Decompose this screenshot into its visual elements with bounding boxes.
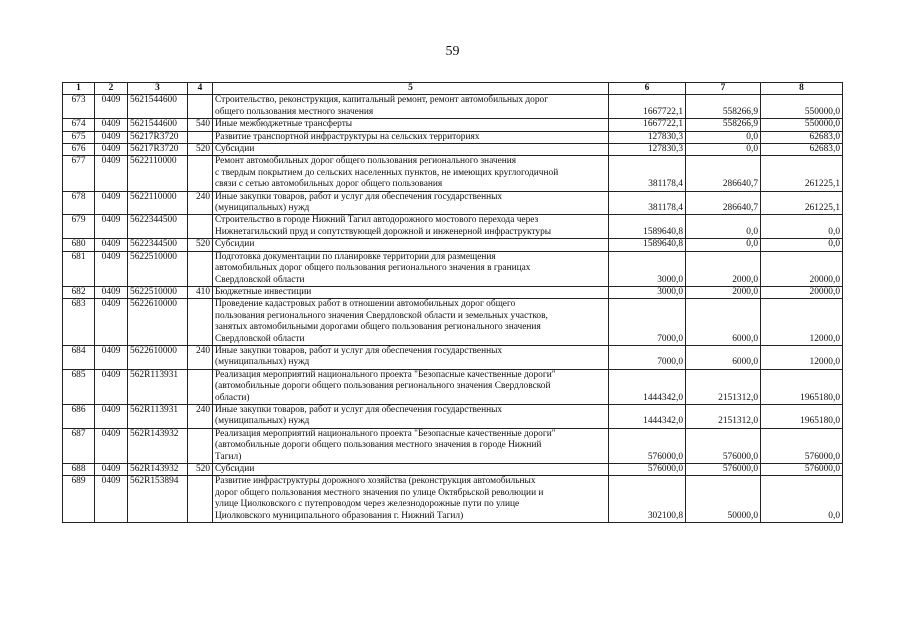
amount-col-8: 1965180,0 <box>761 369 843 404</box>
expense-type <box>188 215 213 239</box>
amount-col-6: 127830,3 <box>609 144 686 156</box>
amount-col-8: 261225,1 <box>761 191 843 215</box>
amount-col-7: 558266,9 <box>686 95 761 119</box>
target-code: 5622610000 <box>128 299 188 346</box>
table-row <box>63 251 843 286</box>
row-number: 682 <box>63 286 95 298</box>
description-line: улице Циолковского с путепроводом через железнодорожные пути по улице <box>215 499 520 510</box>
expense-type <box>188 95 213 119</box>
amount-col-8: 62683,0 <box>761 144 843 156</box>
row-number: 676 <box>63 144 95 156</box>
description-line: (автомобильные дороги общего пользования местного значения в городе Нижний <box>215 440 542 451</box>
table-row <box>63 464 843 476</box>
description-line: Строительство, реконструкция, капитальный ремонт, ремонт автомобильных дорог <box>215 95 549 106</box>
table-row <box>63 476 843 523</box>
expense-type: 520 <box>188 239 213 251</box>
expense-type: 240 <box>188 345 213 369</box>
description <box>213 215 609 239</box>
amount-col-8: 576000,0 <box>761 428 843 463</box>
amount-col-8: 12000,0 <box>761 345 843 369</box>
amount-col-6: 1667722,1 <box>609 119 686 131</box>
description-line: Бюджетные инвестиции <box>215 286 312 297</box>
table-row <box>63 156 843 191</box>
target-code: 562R143932 <box>128 428 188 463</box>
table-row <box>63 239 843 251</box>
section-code: 0409 <box>95 131 128 143</box>
description <box>213 156 609 191</box>
section-code: 0409 <box>95 215 128 239</box>
header-cell: 5 <box>213 83 609 95</box>
table-row <box>63 299 843 346</box>
description-line: Развитие инфраструктуры дорожного хозяйства (реконструкция автомобильных <box>215 476 536 487</box>
description-line: (муниципальных) нужд <box>215 416 310 427</box>
section-code: 0409 <box>95 369 128 404</box>
expense-type: 520 <box>188 144 213 156</box>
section-code: 0409 <box>95 345 128 369</box>
amount-col-8: 0,0 <box>761 239 843 251</box>
section-code: 0409 <box>95 404 128 428</box>
section-code: 0409 <box>95 239 128 251</box>
page-number: 59 <box>445 44 460 59</box>
amount-col-6: 1444342,0 <box>609 369 686 404</box>
header-cell: 7 <box>686 83 761 95</box>
table-row <box>63 345 843 369</box>
amount-col-8: 0,0 <box>761 476 843 523</box>
description <box>213 95 609 119</box>
amount-col-7: 558266,9 <box>686 119 761 131</box>
description-line: Иные межбюджетные трансферты <box>215 119 353 130</box>
description <box>213 131 609 143</box>
description-line: (муниципальных) нужд <box>215 203 310 214</box>
amount-col-6: 3000,0 <box>609 251 686 286</box>
expense-type: 520 <box>188 464 213 476</box>
target-code: 5622344500 <box>128 215 188 239</box>
row-number: 680 <box>63 239 95 251</box>
description-line: (муниципальных) нужд <box>215 357 310 368</box>
row-number: 675 <box>63 131 95 143</box>
target-code: 5622510000 <box>128 251 188 286</box>
description-line: автомобильных дорог общего пользования регионального значения в границах <box>215 263 531 274</box>
amount-col-6: 1589640,8 <box>609 215 686 239</box>
header-cell: 6 <box>609 83 686 95</box>
description-line: Строительство в городе Нижний Тагил автодорожного мостового перехода через <box>215 215 539 226</box>
description-line: с твердым покрытием до сельских населенных пунктов, не имеющих круглогодичной <box>215 167 559 178</box>
amount-col-7: 2151312,0 <box>686 404 761 428</box>
description <box>213 239 609 251</box>
target-code: 5622510000 <box>128 286 188 298</box>
amount-col-6: 576000,0 <box>609 464 686 476</box>
target-code: 562R143932 <box>128 464 188 476</box>
amount-col-8: 0,0 <box>761 215 843 239</box>
amount-col-6: 127830,3 <box>609 131 686 143</box>
description-line: Ремонт автомобильных дорог общего пользования регионального значения <box>215 156 517 167</box>
amount-col-7: 0,0 <box>686 131 761 143</box>
description <box>213 428 609 463</box>
description-line: (автомобильные дороги общего пользования регионального значения Свердловской <box>215 381 551 392</box>
description-line: Развитие транспортной инфраструктуры на сельских территориях <box>215 131 480 142</box>
description-line: занятых автомобильными дорогами общего пользования регионального значения <box>215 322 541 333</box>
target-code: 562R113931 <box>128 404 188 428</box>
row-number: 683 <box>63 299 95 346</box>
amount-col-7: 50000,0 <box>686 476 761 523</box>
amount-col-7: 576000,0 <box>686 464 761 476</box>
target-code: 562R113931 <box>128 369 188 404</box>
amount-col-8: 12000,0 <box>761 299 843 346</box>
description <box>213 144 609 156</box>
section-code: 0409 <box>95 95 128 119</box>
amount-col-6: 1589640,8 <box>609 239 686 251</box>
row-number: 678 <box>63 191 95 215</box>
target-code: 5621544600 <box>128 119 188 131</box>
description-line: дорог общего пользования местного значения по улице Октябрьской революции и <box>215 487 544 498</box>
target-code: 56217R3720 <box>128 144 188 156</box>
description-line: Иные закупки товаров, работ и услуг для обеспечения государственных <box>215 404 503 415</box>
row-number: 674 <box>63 119 95 131</box>
amount-col-6: 7000,0 <box>609 299 686 346</box>
expense-type <box>188 131 213 143</box>
header-row <box>63 83 843 95</box>
amount-col-7: 0,0 <box>686 144 761 156</box>
amount-col-6: 381178,4 <box>609 191 686 215</box>
description-line: Тагил) <box>215 451 242 462</box>
description-line: Свердловской области <box>215 274 305 285</box>
table-row <box>63 95 843 119</box>
amount-col-7: 0,0 <box>686 215 761 239</box>
row-number: 685 <box>63 369 95 404</box>
section-code: 0409 <box>95 191 128 215</box>
amount-col-7: 576000,0 <box>686 428 761 463</box>
expense-type <box>188 251 213 286</box>
amount-col-8: 62683,0 <box>761 131 843 143</box>
description-line: Реализация мероприятий национального проекта "Безопасные качественные дороги" <box>215 428 556 439</box>
section-code: 0409 <box>95 251 128 286</box>
budget-table <box>62 82 843 523</box>
table-row <box>63 144 843 156</box>
amount-col-8: 550000,0 <box>761 119 843 131</box>
amount-col-6: 7000,0 <box>609 345 686 369</box>
description-line: Подготовка документации по планировке территории для размещения <box>215 251 496 262</box>
description <box>213 369 609 404</box>
target-code: 5622344500 <box>128 239 188 251</box>
row-number: 687 <box>63 428 95 463</box>
row-number: 689 <box>63 476 95 523</box>
amount-col-8: 20000,0 <box>761 286 843 298</box>
row-number: 681 <box>63 251 95 286</box>
amount-col-6: 576000,0 <box>609 428 686 463</box>
row-number: 686 <box>63 404 95 428</box>
amount-col-6: 3000,0 <box>609 286 686 298</box>
description-line: общего пользования местного значения <box>215 106 374 117</box>
amount-col-8: 576000,0 <box>761 464 843 476</box>
description-line: Иные закупки товаров, работ и услуг для обеспечения государственных <box>215 191 503 202</box>
header-cell: 4 <box>188 83 213 95</box>
section-code: 0409 <box>95 299 128 346</box>
row-number: 688 <box>63 464 95 476</box>
amount-col-6: 302100,8 <box>609 476 686 523</box>
table-row <box>63 369 843 404</box>
amount-col-7: 286640,7 <box>686 191 761 215</box>
description <box>213 286 609 298</box>
expense-type: 540 <box>188 119 213 131</box>
description <box>213 464 609 476</box>
header-cell: 1 <box>63 83 95 95</box>
header-cell: 3 <box>128 83 188 95</box>
section-code: 0409 <box>95 156 128 191</box>
target-code: 5621544600 <box>128 95 188 119</box>
description-line: Реализация мероприятий национального проекта "Безопасные качественные дороги" <box>215 369 556 380</box>
expense-type: 410 <box>188 286 213 298</box>
amount-col-8: 261225,1 <box>761 156 843 191</box>
header-cell: 8 <box>761 83 843 95</box>
expense-type: 240 <box>188 191 213 215</box>
description-line: Циолковского муниципального образования г. Нижний Тагил) <box>215 510 464 521</box>
table-row <box>63 119 843 131</box>
header-cell: 2 <box>95 83 128 95</box>
table-row <box>63 131 843 143</box>
amount-col-7: 6000,0 <box>686 345 761 369</box>
expense-type <box>188 476 213 523</box>
description-line: области) <box>215 392 250 403</box>
table-row <box>63 215 843 239</box>
description <box>213 404 609 428</box>
row-number: 673 <box>63 95 95 119</box>
amount-col-7: 2000,0 <box>686 286 761 298</box>
target-code: 5622110000 <box>128 191 188 215</box>
description-line: пользования регионального значения Свердловской области и земельных участков, <box>215 310 548 321</box>
amount-col-6: 1667722,1 <box>609 95 686 119</box>
target-code: 562R153894 <box>128 476 188 523</box>
description-line: связи с сетью автомобильных дорог общего пользования <box>215 179 443 190</box>
amount-col-8: 20000,0 <box>761 251 843 286</box>
description <box>213 191 609 215</box>
section-code: 0409 <box>95 476 128 523</box>
amount-col-7: 0,0 <box>686 239 761 251</box>
amount-col-8: 550000,0 <box>761 95 843 119</box>
amount-col-6: 381178,4 <box>609 156 686 191</box>
description-line: Проведение кадастровых работ в отношении автомобильных дорог общего <box>215 299 516 310</box>
description-line: Субсидии <box>215 239 255 250</box>
section-code: 0409 <box>95 428 128 463</box>
amount-col-7: 2151312,0 <box>686 369 761 404</box>
expense-type: 240 <box>188 404 213 428</box>
description-line: Иные закупки товаров, работ и услуг для обеспечения государственных <box>215 345 503 356</box>
amount-col-7: 2000,0 <box>686 251 761 286</box>
target-code: 56217R3720 <box>128 131 188 143</box>
section-code: 0409 <box>95 464 128 476</box>
row-number: 684 <box>63 345 95 369</box>
expense-type <box>188 369 213 404</box>
description-line: Свердловской области <box>215 333 305 344</box>
expense-type <box>188 156 213 191</box>
row-number: 677 <box>63 156 95 191</box>
row-number: 679 <box>63 215 95 239</box>
target-code: 5622610000 <box>128 345 188 369</box>
description-line: Нижнетагильский пруд и сопутствующей дорожной и инженерной инфраструктуры <box>215 226 552 237</box>
amount-col-7: 286640,7 <box>686 156 761 191</box>
expense-type <box>188 299 213 346</box>
amount-col-8: 1965180,0 <box>761 404 843 428</box>
description-line: Субсидии <box>215 464 255 474</box>
expense-type <box>188 428 213 463</box>
section-code: 0409 <box>95 119 128 131</box>
description <box>213 299 609 346</box>
section-code: 0409 <box>95 286 128 298</box>
table-row <box>63 191 843 215</box>
description-line: Субсидии <box>215 144 255 155</box>
table-row <box>63 404 843 428</box>
amount-col-6: 1444342,0 <box>609 404 686 428</box>
description <box>213 476 609 523</box>
description <box>213 345 609 369</box>
description <box>213 251 609 286</box>
amount-col-7: 6000,0 <box>686 299 761 346</box>
section-code: 0409 <box>95 144 128 156</box>
table-row <box>63 286 843 298</box>
table-row <box>63 428 843 463</box>
description <box>213 119 609 131</box>
target-code: 5622110000 <box>128 156 188 191</box>
